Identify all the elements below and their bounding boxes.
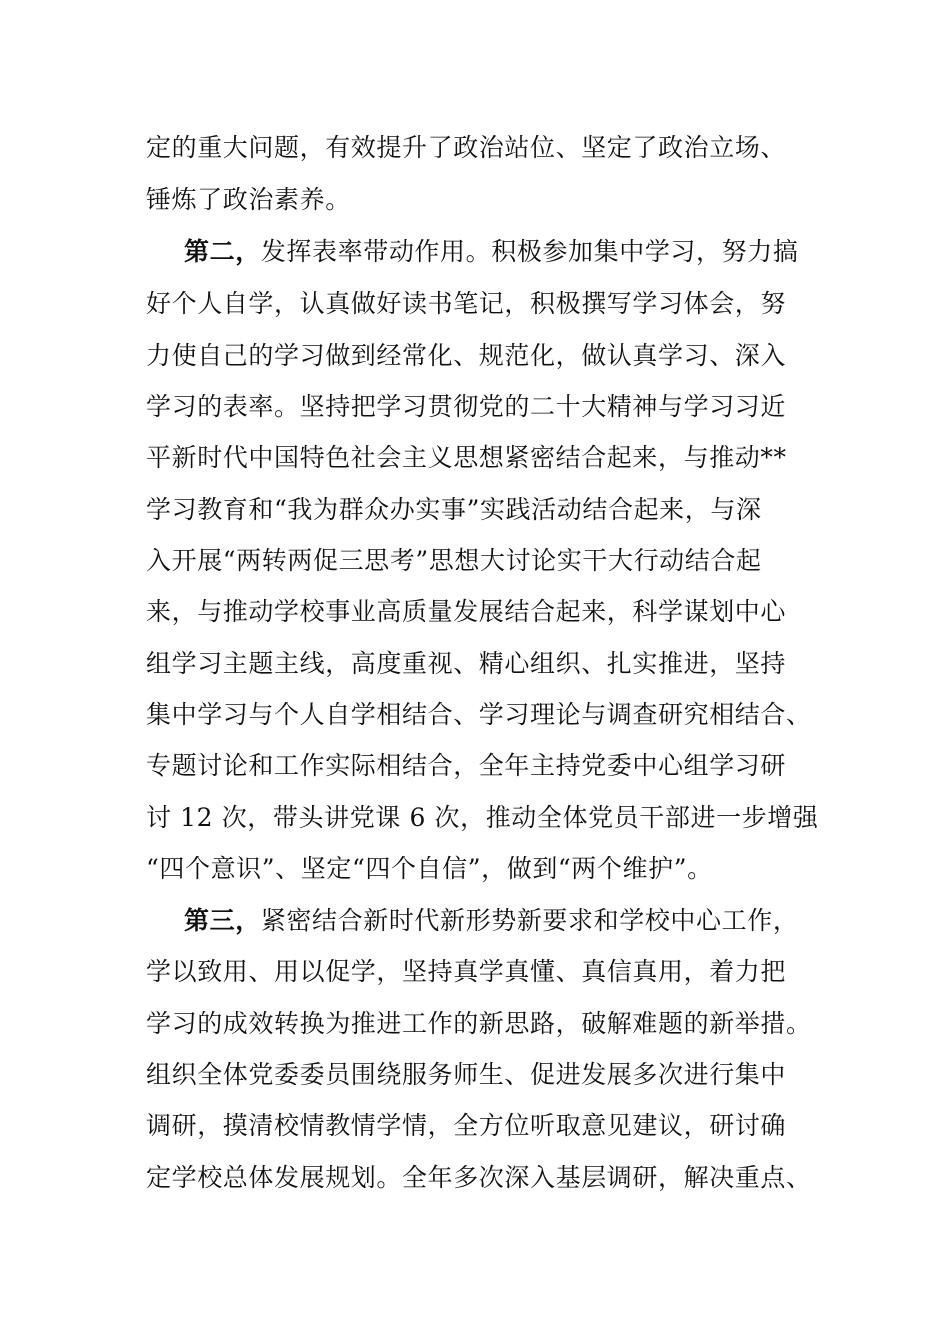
paragraph-2-line-7: 入开展“两转两促三思考”思想大讨论实干大行动结合起 bbox=[146, 546, 762, 575]
paragraph-3-line-4: 组织全体党委委员围绕服务师生、促进发展多次进行集中 bbox=[146, 1060, 787, 1089]
paragraph-2-line-1-text: 发挥表率带动作用。积极参加集中学习，努力搞 bbox=[260, 237, 799, 266]
paragraph-2-line-12: 讨 12 次，带头讲党课 6 次，推动全体党员干部进一步增强 bbox=[146, 803, 819, 832]
paragraph-1-line-2: 锤炼了政治素养。 bbox=[146, 185, 351, 214]
paragraph-3-line-6: 定学校总体发展规划。全年多次深入基层调研，解决重点、 bbox=[146, 1163, 812, 1192]
paragraph-3-line-5: 调研，摸清校情教情学情，全方位听取意见建议，研讨确 bbox=[146, 1111, 787, 1140]
paragraph-2-line-4: 学习的表率。坚持把学习贯彻党的二十大精神与学习习近 bbox=[146, 392, 787, 421]
paragraph-2-line-1 bbox=[184, 226, 798, 278]
paragraph-2-line-5: 平新时代中国特色社会主义思想紧密结合起来，与推动** bbox=[146, 443, 787, 472]
paragraph-2-lead: 第二， bbox=[184, 237, 261, 266]
paragraph-3-lead: 第三， bbox=[184, 906, 261, 935]
paragraph-2-line-11: 专题讨论和工作实际相结合，全年主持党委中心组学习研 bbox=[146, 751, 787, 780]
paragraph-3-line-2: 学以致用、用以促学，坚持真学真懂、真信真用，着力把 bbox=[146, 957, 787, 986]
paragraph-3-line-3: 学习的成效转换为推进工作的新思路，破解难题的新举措。 bbox=[146, 1009, 812, 1038]
paragraph-2-line-13: “四个意识”、坚定“四个自信”，做到“两个维护”。 bbox=[146, 854, 713, 883]
paragraph-3-line-1 bbox=[184, 895, 798, 947]
paragraph-2-line-8: 来，与推动学校事业高质量发展结合起来，科学谋划中心 bbox=[146, 597, 787, 626]
paragraph-2-line-6: 学习教育和“我为群众办实事”实践活动结合起来，与深 bbox=[146, 495, 762, 524]
paragraph-2-line-10: 集中学习与个人自学相结合、学习理论与调查研究相结合、 bbox=[146, 700, 812, 729]
paragraph-1-line-1: 定的重大问题，有效提升了政治站位、坚定了政治立场、 bbox=[146, 133, 787, 162]
paragraph-3-line-1-text: 紧密结合新时代新形势新要求和学校中心工作， bbox=[260, 906, 799, 935]
paragraph-2-line-9: 组学习主题主线，高度重视、精心组织、扎实推进，坚持 bbox=[146, 649, 787, 678]
paragraph-2-line-3: 力使自己的学习做到经常化、规范化，做认真学习、深入 bbox=[146, 341, 787, 370]
paragraph-2-line-2: 好个人自学，认真做好读书笔记，积极撰写学习体会，努 bbox=[146, 289, 787, 318]
